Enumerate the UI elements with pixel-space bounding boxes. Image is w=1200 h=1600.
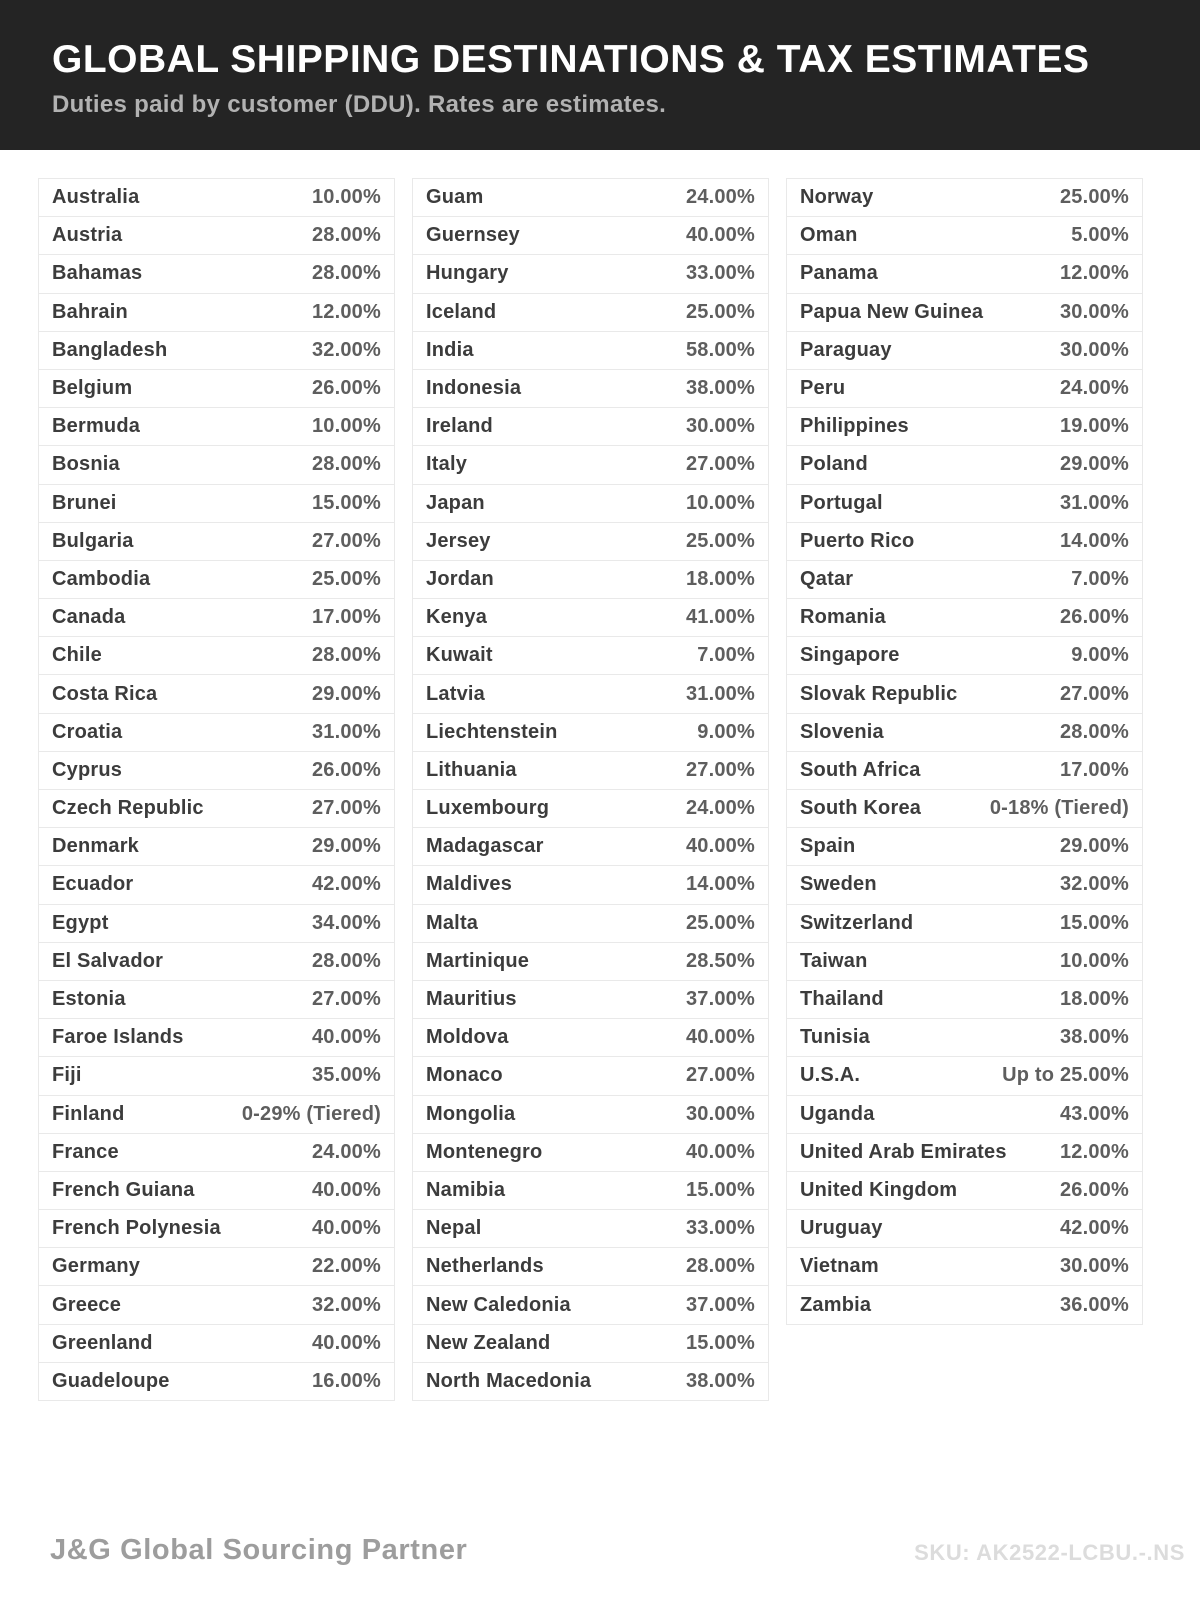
table-row	[38, 942, 395, 981]
country-name: Bangladesh	[52, 338, 168, 361]
tax-rate: 26.00%	[1059, 606, 1129, 629]
country-name: Guernsey	[426, 224, 520, 247]
table-row	[38, 1171, 395, 1210]
table-row	[412, 216, 769, 255]
country-name: Italy	[426, 453, 468, 476]
table-row	[38, 713, 395, 752]
table-column-1	[38, 178, 395, 1401]
country-name: Sweden	[800, 873, 877, 896]
country-name: Madagascar	[426, 835, 544, 858]
table-row	[38, 789, 395, 828]
table-row	[786, 1209, 1143, 1248]
table-row	[412, 1018, 769, 1057]
country-name: Finland	[52, 1102, 125, 1125]
country-name: Fiji	[52, 1064, 82, 1087]
country-name: U.S.A.	[800, 1064, 861, 1087]
tax-rate: 30.00%	[1059, 338, 1129, 361]
table-row	[412, 904, 769, 943]
tax-rate: 40.00%	[685, 224, 755, 247]
table-row	[412, 636, 769, 675]
country-name: Cyprus	[52, 758, 123, 781]
country-name: Papua New Guinea	[800, 300, 984, 323]
country-name: Germany	[52, 1255, 141, 1278]
tax-rate: 25.00%	[685, 300, 755, 323]
tax-rate: 24.00%	[1059, 377, 1129, 400]
tax-rate: 38.00%	[685, 1369, 755, 1392]
table-row	[38, 1324, 395, 1363]
tax-rate: 37.00%	[685, 1293, 755, 1316]
country-name: Brunei	[52, 491, 117, 514]
table-row	[412, 1171, 769, 1210]
country-name: South Korea	[800, 797, 922, 820]
tax-rate: 40.00%	[311, 1331, 381, 1354]
tax-rate: 12.00%	[311, 300, 381, 323]
country-name: Lithuania	[426, 758, 517, 781]
table-row	[412, 942, 769, 981]
tax-rate: 14.00%	[685, 873, 755, 896]
table-row	[412, 522, 769, 561]
table-row	[38, 980, 395, 1019]
table-row	[786, 445, 1143, 484]
country-name: Kuwait	[426, 644, 493, 667]
tax-rate: 5.00%	[1071, 224, 1129, 247]
country-name: Latvia	[426, 682, 486, 705]
country-name: Cambodia	[52, 567, 151, 590]
country-name: Chile	[52, 644, 102, 667]
tax-rate: 32.00%	[311, 1293, 381, 1316]
country-name: Kenya	[426, 606, 488, 629]
tax-rate: 15.00%	[685, 1178, 755, 1201]
table-row	[786, 407, 1143, 446]
table-row	[38, 1247, 395, 1286]
page-title: GLOBAL SHIPPING DESTINATIONS & TAX ESTIMATES	[52, 38, 1090, 81]
table-row	[38, 827, 395, 866]
country-name: Bosnia	[52, 453, 120, 476]
tax-rate: 40.00%	[311, 1217, 381, 1240]
tax-rate: 27.00%	[311, 529, 381, 552]
table-row	[412, 254, 769, 293]
table-row	[412, 1362, 769, 1401]
footer-sku: SKU: AK2522-LCBU.-.NS	[914, 1540, 1185, 1565]
tax-rate: 28.00%	[685, 1255, 755, 1278]
table-row	[786, 1247, 1143, 1286]
table-column-2	[412, 178, 769, 1401]
tax-rate: 0-18% (Tiered)	[989, 797, 1129, 820]
tax-rate: 28.00%	[1059, 720, 1129, 743]
tax-rate: 40.00%	[685, 1140, 755, 1163]
tax-rate: 30.00%	[685, 415, 755, 438]
tax-rate: 29.00%	[311, 682, 381, 705]
table-row	[412, 980, 769, 1019]
tax-rate: 15.00%	[311, 491, 381, 514]
country-name: Switzerland	[800, 911, 914, 934]
tax-rate: 36.00%	[1059, 1293, 1129, 1316]
tax-rate: 31.00%	[311, 720, 381, 743]
table-row	[38, 1362, 395, 1401]
country-name: India	[426, 338, 474, 361]
country-name: Portugal	[800, 491, 883, 514]
table-row	[412, 598, 769, 637]
tax-rate: 28.00%	[311, 949, 381, 972]
country-name: Greenland	[52, 1331, 153, 1354]
table-row	[786, 1171, 1143, 1210]
tax-rate: 38.00%	[1059, 1026, 1129, 1049]
table-row	[412, 1247, 769, 1286]
tax-rate: 18.00%	[1059, 988, 1129, 1011]
tax-rate: 28.00%	[311, 644, 381, 667]
country-name: Romania	[800, 606, 886, 629]
tax-rate: 29.00%	[1059, 453, 1129, 476]
country-name: Bulgaria	[52, 529, 134, 552]
table-row	[412, 484, 769, 523]
country-name: South Africa	[800, 758, 921, 781]
table-row	[38, 1133, 395, 1172]
country-name: Spain	[800, 835, 856, 858]
country-name: United Kingdom	[800, 1178, 958, 1201]
header-bar	[0, 0, 1200, 150]
tax-rate: Up to 25.00%	[1002, 1064, 1129, 1087]
country-name: French Polynesia	[52, 1217, 221, 1240]
tax-rate: 58.00%	[685, 338, 755, 361]
tax-rate: 26.00%	[311, 758, 381, 781]
tax-rate: 10.00%	[311, 415, 381, 438]
tax-rate: 38.00%	[685, 377, 755, 400]
table-row	[786, 865, 1143, 904]
country-name: Ireland	[426, 415, 493, 438]
country-name: Estonia	[52, 988, 126, 1011]
table-row	[786, 942, 1143, 981]
country-name: Poland	[800, 453, 868, 476]
tax-rate: 34.00%	[311, 911, 381, 934]
country-name: Taiwan	[800, 949, 868, 972]
table-row	[786, 216, 1143, 255]
country-name: New Zealand	[426, 1331, 551, 1354]
country-name: Czech Republic	[52, 797, 204, 820]
tax-rate: 40.00%	[311, 1026, 381, 1049]
table-row	[412, 331, 769, 370]
table-row	[38, 369, 395, 408]
table-row	[38, 254, 395, 293]
tax-rate: 25.00%	[685, 529, 755, 552]
country-name: Iceland	[426, 300, 497, 323]
table-row	[412, 445, 769, 484]
table-row	[412, 407, 769, 446]
tax-rate: 15.00%	[1059, 911, 1129, 934]
tax-rate: 32.00%	[1059, 873, 1129, 896]
table-row	[412, 827, 769, 866]
table-row	[38, 1285, 395, 1324]
table-row	[412, 865, 769, 904]
tax-rate: 27.00%	[685, 1064, 755, 1087]
tax-rate: 29.00%	[1059, 835, 1129, 858]
country-name: Maldives	[426, 873, 513, 896]
table-column-3	[786, 178, 1143, 1325]
country-name: French Guiana	[52, 1178, 195, 1201]
country-name: Puerto Rico	[800, 529, 915, 552]
tax-rate: 40.00%	[311, 1178, 381, 1201]
country-name: Canada	[52, 606, 126, 629]
table-row	[786, 484, 1143, 523]
table-row	[786, 980, 1143, 1019]
page-subtitle: Duties paid by customer (DDU). Rates are estimates.	[52, 91, 667, 118]
country-name: Thailand	[800, 988, 884, 1011]
tax-rate: 30.00%	[1059, 300, 1129, 323]
tax-rate: 27.00%	[311, 988, 381, 1011]
table-row	[38, 331, 395, 370]
table-row	[786, 751, 1143, 790]
country-name: Philippines	[800, 415, 909, 438]
table-row	[412, 178, 769, 217]
tax-rate: 9.00%	[1071, 644, 1129, 667]
tax-rate: 28.00%	[311, 224, 381, 247]
table-row	[38, 484, 395, 523]
country-name: Zambia	[800, 1293, 872, 1316]
table-row	[412, 1095, 769, 1134]
country-name: Australia	[52, 186, 140, 209]
tax-rate: 7.00%	[1071, 567, 1129, 590]
country-name: Peru	[800, 377, 846, 400]
table-row	[38, 293, 395, 332]
country-name: Luxembourg	[426, 797, 550, 820]
country-name: Uganda	[800, 1102, 875, 1125]
tax-rate: 28.00%	[311, 262, 381, 285]
country-name: Indonesia	[426, 377, 522, 400]
tax-rate: 27.00%	[1059, 682, 1129, 705]
table-row	[786, 560, 1143, 599]
country-name: Paraguay	[800, 338, 892, 361]
table-row	[412, 713, 769, 752]
country-name: Norway	[800, 186, 874, 209]
country-name: Slovenia	[800, 720, 884, 743]
country-name: Singapore	[800, 644, 900, 667]
tax-rate: 27.00%	[311, 797, 381, 820]
country-name: Denmark	[52, 835, 139, 858]
tax-rate: 24.00%	[685, 797, 755, 820]
table-row	[412, 369, 769, 408]
table-row	[38, 522, 395, 561]
country-name: Qatar	[800, 567, 854, 590]
table-row	[786, 1018, 1143, 1057]
country-name: Liechtenstein	[426, 720, 558, 743]
table-row	[38, 674, 395, 713]
country-name: North Macedonia	[426, 1369, 592, 1392]
table-row	[786, 254, 1143, 293]
tax-rate: 22.00%	[311, 1255, 381, 1278]
table-row	[786, 636, 1143, 675]
table-row	[786, 674, 1143, 713]
table-row	[412, 293, 769, 332]
tax-rate: 31.00%	[1059, 491, 1129, 514]
table-row	[786, 522, 1143, 561]
table-row	[412, 751, 769, 790]
country-name: Martinique	[426, 949, 530, 972]
table-row	[412, 1285, 769, 1324]
tax-rate: 12.00%	[1059, 262, 1129, 285]
table-row	[38, 1095, 395, 1134]
table-row	[38, 904, 395, 943]
country-name: United Arab Emirates	[800, 1140, 1007, 1163]
country-name: Moldova	[426, 1026, 509, 1049]
table-row	[786, 904, 1143, 943]
table-row	[786, 827, 1143, 866]
country-name: Costa Rica	[52, 682, 158, 705]
tax-rate: 12.00%	[1059, 1140, 1129, 1163]
tax-rate: 43.00%	[1059, 1102, 1129, 1125]
table-row	[412, 1133, 769, 1172]
table-row	[412, 1056, 769, 1095]
country-name: Namibia	[426, 1178, 506, 1201]
tax-rate: 37.00%	[685, 988, 755, 1011]
country-name: Monaco	[426, 1064, 503, 1087]
table-row	[38, 598, 395, 637]
table-row	[786, 713, 1143, 752]
country-name: Bermuda	[52, 415, 141, 438]
tax-rate: 10.00%	[311, 186, 381, 209]
tax-rate: 42.00%	[311, 873, 381, 896]
tax-rate: 25.00%	[685, 911, 755, 934]
tax-rate: 26.00%	[311, 377, 381, 400]
country-name: Netherlands	[426, 1255, 544, 1278]
country-name: El Salvador	[52, 949, 164, 972]
country-name: Oman	[800, 224, 858, 247]
tax-rate: 30.00%	[685, 1102, 755, 1125]
tax-rate: 33.00%	[685, 1217, 755, 1240]
tax-rate: 30.00%	[1059, 1255, 1129, 1278]
table-row	[412, 789, 769, 828]
tax-rate: 31.00%	[685, 682, 755, 705]
country-name: Bahamas	[52, 262, 143, 285]
table-row	[412, 1324, 769, 1363]
table-row	[786, 178, 1143, 217]
tax-rate: 9.00%	[697, 720, 755, 743]
table-row	[412, 560, 769, 599]
tax-rate: 40.00%	[685, 1026, 755, 1049]
table-row	[786, 331, 1143, 370]
tax-rate: 40.00%	[685, 835, 755, 858]
rates-table	[38, 178, 1162, 1401]
tax-rate: 33.00%	[685, 262, 755, 285]
table-row	[38, 445, 395, 484]
footer-brand: J&G Global Sourcing Partner	[50, 1534, 468, 1566]
table-row	[786, 1285, 1143, 1324]
table-row	[786, 1095, 1143, 1134]
table-row	[786, 293, 1143, 332]
table-row	[38, 407, 395, 446]
table-row	[38, 1209, 395, 1248]
tax-rate: 10.00%	[1059, 949, 1129, 972]
table-row	[38, 216, 395, 255]
tax-rate: 25.00%	[1059, 186, 1129, 209]
country-name: Vietnam	[800, 1255, 879, 1278]
country-name: New Caledonia	[426, 1293, 571, 1316]
table-row	[38, 865, 395, 904]
tax-rate: 28.00%	[311, 453, 381, 476]
country-name: Belgium	[52, 377, 133, 400]
country-name: Ecuador	[52, 873, 134, 896]
country-name: Mauritius	[426, 988, 517, 1011]
tax-rate: 18.00%	[685, 567, 755, 590]
tax-rate: 25.00%	[311, 567, 381, 590]
country-name: Austria	[52, 224, 123, 247]
country-name: Slovak Republic	[800, 682, 958, 705]
table-row	[786, 789, 1143, 828]
tax-rate: 35.00%	[311, 1064, 381, 1087]
table-row	[38, 1056, 395, 1095]
tax-rate: 27.00%	[685, 758, 755, 781]
country-name: Malta	[426, 911, 479, 934]
country-name: Jersey	[426, 529, 491, 552]
tax-rate: 10.00%	[685, 491, 755, 514]
country-name: Panama	[800, 262, 878, 285]
country-name: Japan	[426, 491, 485, 514]
tax-rate: 24.00%	[685, 186, 755, 209]
table-row	[786, 1133, 1143, 1172]
table-row	[38, 751, 395, 790]
table-row	[38, 636, 395, 675]
tax-rate: 24.00%	[311, 1140, 381, 1163]
tax-rate: 16.00%	[311, 1369, 381, 1392]
tax-rate: 29.00%	[311, 835, 381, 858]
country-name: Nepal	[426, 1217, 482, 1240]
table-row	[786, 598, 1143, 637]
country-name: France	[52, 1140, 119, 1163]
table-row	[786, 369, 1143, 408]
table-row	[786, 1056, 1143, 1095]
country-name: Greece	[52, 1293, 122, 1316]
tax-rate: 26.00%	[1059, 1178, 1129, 1201]
country-name: Uruguay	[800, 1217, 883, 1240]
country-name: Mongolia	[426, 1102, 516, 1125]
country-name: Montenegro	[426, 1140, 543, 1163]
country-name: Jordan	[426, 567, 494, 590]
tax-rate: 41.00%	[685, 606, 755, 629]
tax-rate: 7.00%	[697, 644, 755, 667]
table-row	[38, 178, 395, 217]
country-name: Hungary	[426, 262, 509, 285]
country-name: Croatia	[52, 720, 123, 743]
country-name: Bahrain	[52, 300, 128, 323]
tax-rate: 32.00%	[311, 338, 381, 361]
tax-rate: 17.00%	[1059, 758, 1129, 781]
country-name: Faroe Islands	[52, 1026, 184, 1049]
table-row	[38, 560, 395, 599]
tax-rate: 17.00%	[311, 606, 381, 629]
tax-rate: 42.00%	[1059, 1217, 1129, 1240]
tax-rate: 28.50%	[685, 949, 755, 972]
country-name: Guam	[426, 186, 484, 209]
table-row	[38, 1018, 395, 1057]
tax-rate: 15.00%	[685, 1331, 755, 1354]
table-row	[412, 674, 769, 713]
country-name: Egypt	[52, 911, 109, 934]
tax-rate: 14.00%	[1059, 529, 1129, 552]
tax-rate: 19.00%	[1059, 415, 1129, 438]
tax-rate: 0-29% (Tiered)	[241, 1102, 381, 1125]
tax-rate: 27.00%	[685, 453, 755, 476]
country-name: Guadeloupe	[52, 1369, 170, 1392]
table-row	[412, 1209, 769, 1248]
country-name: Tunisia	[800, 1026, 870, 1049]
